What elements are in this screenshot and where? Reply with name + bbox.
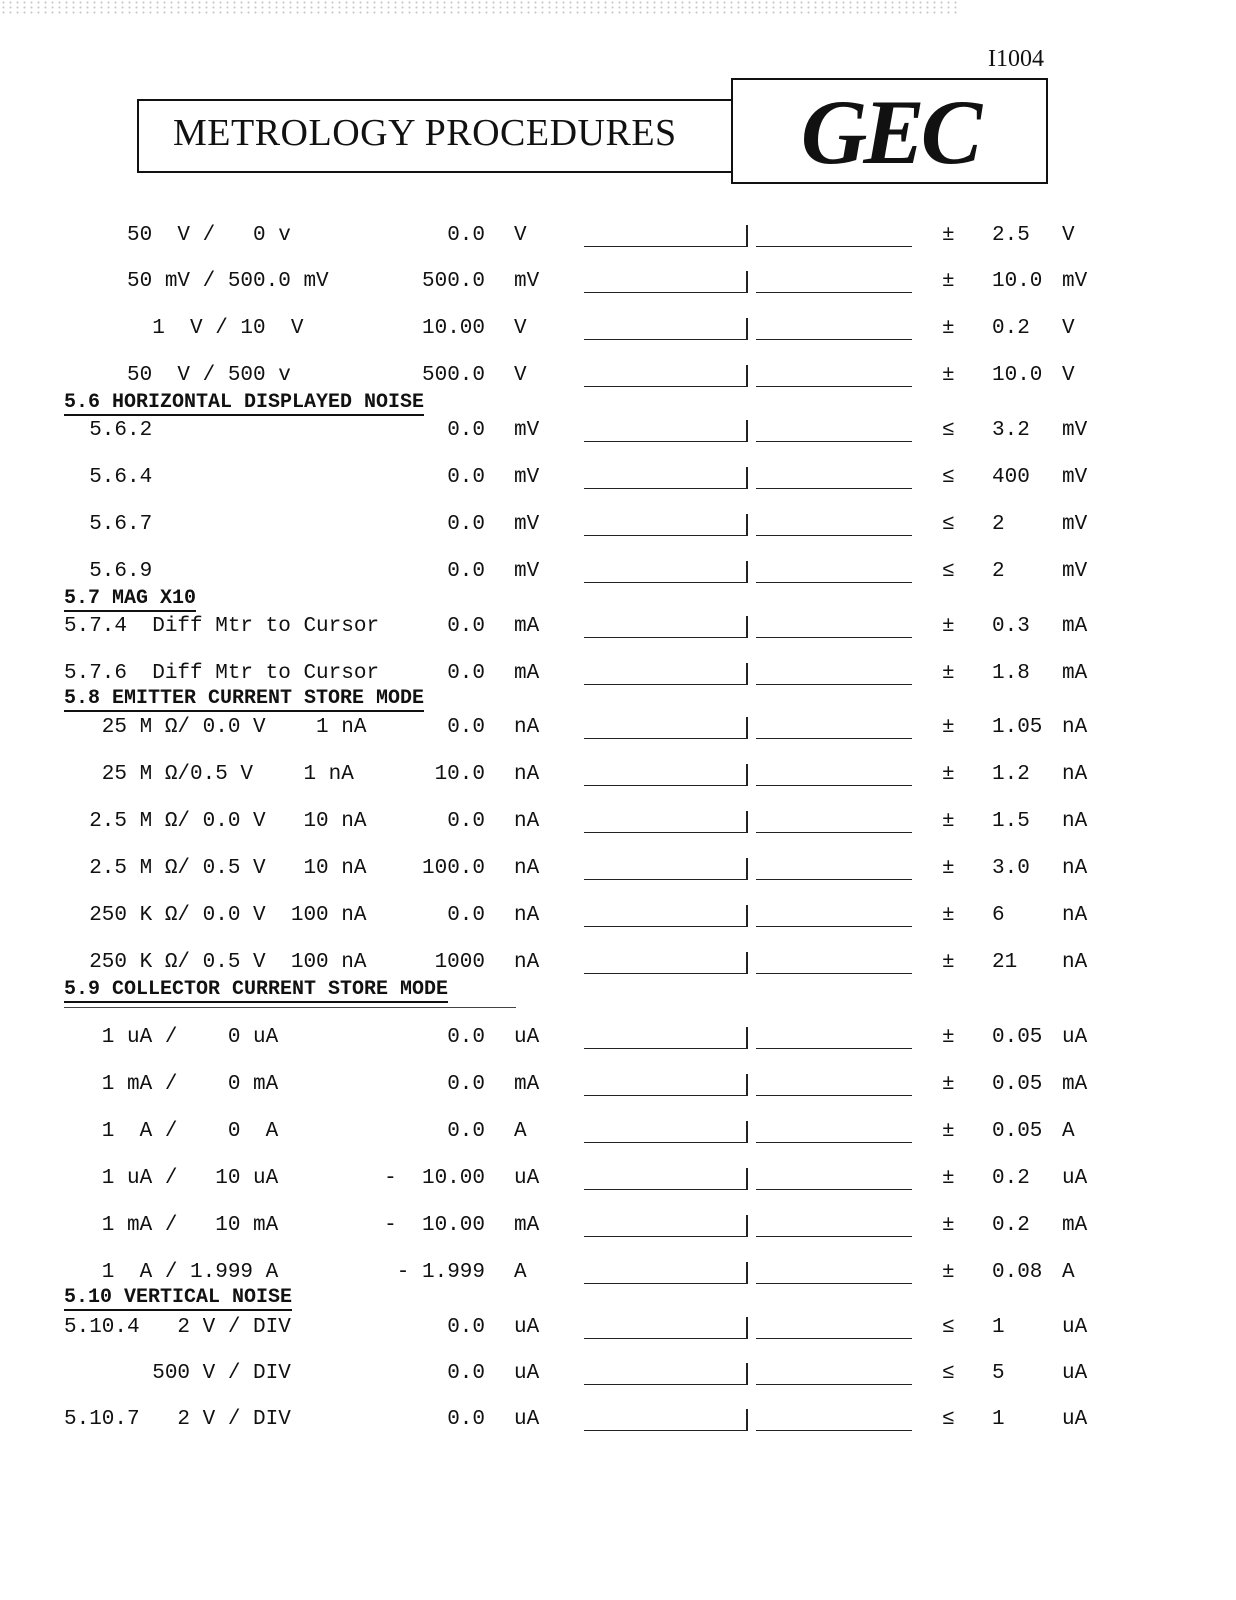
nominal-unit: mA <box>514 615 540 638</box>
table-row <box>0 716 1236 746</box>
tolerance-unit: nA <box>1062 716 1088 739</box>
row-label: 5.10.7 2 V / DIV <box>64 1408 291 1431</box>
tolerance-symbol: ± <box>942 763 955 786</box>
tolerance-value: 1.5 <box>992 810 1030 833</box>
reading-blank-before <box>584 1430 746 1431</box>
tolerance-value: 21 <box>992 951 1018 974</box>
tolerance-value: 3.0 <box>992 857 1030 880</box>
reading-blank-after <box>756 582 912 583</box>
reading-blank-before <box>584 785 746 786</box>
tolerance-symbol: ± <box>942 615 955 638</box>
tolerance-unit: mA <box>1062 662 1088 685</box>
tolerance-value: 1 <box>992 1408 1005 1431</box>
section-heading: 5.10 VERTICAL NOISE <box>64 1286 293 1309</box>
table-row <box>0 857 1236 887</box>
table-row <box>0 419 1236 449</box>
blank-separator <box>746 717 748 739</box>
row-label: 5.6.7 <box>64 513 153 536</box>
tolerance-unit: V <box>1062 364 1075 387</box>
table-row <box>0 904 1236 934</box>
tolerance-unit: mV <box>1062 419 1088 442</box>
tolerance-symbol: ± <box>942 662 955 685</box>
reading-blank-after <box>756 1095 912 1096</box>
tolerance-symbol: ± <box>942 270 955 293</box>
blank-separator <box>746 365 748 387</box>
reading-blank-after <box>756 535 912 536</box>
nominal-value: 500.0 <box>421 270 485 293</box>
table-row <box>0 1214 1236 1244</box>
row-label: 5.6.4 <box>64 466 153 489</box>
section-underline <box>64 1007 516 1008</box>
tolerance-symbol: ± <box>942 951 955 974</box>
tolerance-value: 1.05 <box>992 716 1043 739</box>
table-row <box>0 662 1236 692</box>
reading-blank-before <box>584 292 746 293</box>
tolerance-value: 1 <box>992 1316 1005 1339</box>
reading-blank-after <box>756 441 912 442</box>
nominal-unit: mV <box>514 466 540 489</box>
nominal-unit: uA <box>514 1408 540 1431</box>
nominal-unit: nA <box>514 857 540 880</box>
reading-blank-before <box>584 582 746 583</box>
row-label: 250 K Ω/ 0.0 V 100 nA <box>64 904 367 927</box>
tolerance-symbol: ≤ <box>942 419 955 442</box>
tolerance-symbol: ± <box>942 1073 955 1096</box>
row-label: 1 mA / 0 mA <box>64 1073 279 1096</box>
reading-blank-after <box>756 1142 912 1143</box>
nominal-value: 0.0 <box>447 419 485 442</box>
nominal-value: 0.0 <box>447 1120 485 1143</box>
tolerance-unit: mV <box>1062 466 1088 489</box>
tolerance-unit: nA <box>1062 857 1088 880</box>
nominal-unit: uA <box>514 1316 540 1339</box>
table-row <box>0 810 1236 840</box>
reading-blank-before <box>584 684 746 685</box>
reading-blank-after <box>756 637 912 638</box>
nominal-unit: uA <box>514 1026 540 1049</box>
table-row <box>0 1073 1236 1103</box>
row-label: 5.7.6 Diff Mtr to Cursor <box>64 662 380 685</box>
reading-blank-after <box>756 973 912 974</box>
page-title: METROLOGY PROCEDURES <box>173 112 677 154</box>
reading-blank-before <box>584 1338 746 1339</box>
gec-logo <box>731 78 1048 184</box>
tolerance-value: 0.2 <box>992 317 1030 340</box>
nominal-value: 1000 <box>434 951 485 974</box>
tolerance-symbol: ≤ <box>942 466 955 489</box>
tolerance-symbol: ≤ <box>942 1408 955 1431</box>
nominal-value: 0.0 <box>447 615 485 638</box>
reading-blank-after <box>756 1189 912 1190</box>
tolerance-symbol: ± <box>942 716 955 739</box>
reading-blank-before <box>584 1384 746 1385</box>
tolerance-symbol: ± <box>942 317 955 340</box>
table-row <box>0 560 1236 590</box>
nominal-unit: mV <box>514 513 540 536</box>
reading-blank-after <box>756 832 912 833</box>
tolerance-value: 0.2 <box>992 1167 1030 1190</box>
nominal-unit: V <box>514 364 527 387</box>
tolerance-unit: nA <box>1062 763 1088 786</box>
table-row <box>0 1167 1236 1197</box>
reading-blank-before <box>584 1236 746 1237</box>
nominal-value: 0.0 <box>447 662 485 685</box>
reading-blank-after <box>756 1283 912 1284</box>
blank-separator <box>746 905 748 927</box>
nominal-unit: V <box>514 224 527 247</box>
table-row <box>0 951 1236 981</box>
nominal-value: 0.0 <box>447 1362 485 1385</box>
nominal-unit: mV <box>514 270 540 293</box>
reading-blank-before <box>584 879 746 880</box>
nominal-unit: A <box>514 1120 527 1143</box>
row-label: 2.5 M Ω/ 0.5 V 10 nA <box>64 857 367 880</box>
tolerance-unit: uA <box>1062 1316 1088 1339</box>
tolerance-symbol: ± <box>942 857 955 880</box>
row-label: 1 mA / 10 mA <box>64 1214 279 1237</box>
blank-separator <box>746 1215 748 1237</box>
tolerance-unit: uA <box>1062 1362 1088 1385</box>
nominal-unit: A <box>514 1261 527 1284</box>
tolerance-symbol: ≤ <box>942 513 955 536</box>
section-heading: 5.8 EMITTER CURRENT STORE MODE <box>64 687 425 710</box>
reading-blank-before <box>584 832 746 833</box>
nominal-value: 0.0 <box>447 560 485 583</box>
nominal-value: 0.0 <box>447 1316 485 1339</box>
tolerance-unit: nA <box>1062 810 1088 833</box>
table-row <box>0 513 1236 543</box>
nominal-unit: uA <box>514 1167 540 1190</box>
tolerance-symbol: ± <box>942 904 955 927</box>
blank-separator <box>746 1262 748 1284</box>
nominal-unit: mV <box>514 560 540 583</box>
blank-separator <box>746 1027 748 1049</box>
nominal-value: 0.0 <box>447 224 485 247</box>
blank-separator <box>746 663 748 685</box>
blank-separator <box>746 318 748 340</box>
tolerance-value: 0.05 <box>992 1073 1043 1096</box>
nominal-unit: mA <box>514 662 540 685</box>
scan-noise <box>0 0 960 14</box>
nominal-value: - 10.00 <box>384 1214 485 1237</box>
tolerance-symbol: ± <box>942 224 955 247</box>
blank-separator <box>746 271 748 293</box>
tolerance-symbol: ± <box>942 1167 955 1190</box>
row-label: 5.6.2 <box>64 419 153 442</box>
tolerance-value: 0.2 <box>992 1214 1030 1237</box>
tolerance-value: 0.05 <box>992 1120 1043 1143</box>
reading-blank-after <box>756 1048 912 1049</box>
row-label: 250 K Ω/ 0.5 V 100 nA <box>64 951 367 974</box>
nominal-value: 0.0 <box>447 513 485 536</box>
reading-blank-before <box>584 441 746 442</box>
tolerance-value: 0.3 <box>992 615 1030 638</box>
tolerance-value: 400 <box>992 466 1030 489</box>
nominal-value: 10.00 <box>421 317 485 340</box>
tolerance-unit: mV <box>1062 513 1088 536</box>
row-label: 1 A / 1.999 A <box>64 1261 279 1284</box>
tolerance-value: 5 <box>992 1362 1005 1385</box>
tolerance-value: 10.0 <box>992 270 1043 293</box>
row-label: 500 V / DIV <box>64 1362 291 1385</box>
reading-blank-before <box>584 339 746 340</box>
tolerance-unit: mA <box>1062 1214 1088 1237</box>
reading-blank-after <box>756 738 912 739</box>
blank-separator <box>746 1074 748 1096</box>
row-label: 25 M Ω/ 0.0 V 1 nA <box>64 716 367 739</box>
tolerance-unit: A <box>1062 1261 1075 1284</box>
row-label: 25 M Ω/0.5 V 1 nA <box>64 763 354 786</box>
blank-separator <box>746 616 748 638</box>
nominal-value: 0.0 <box>447 716 485 739</box>
row-label: 1 uA / 10 uA <box>64 1167 279 1190</box>
row-label: 50 V / 0 v <box>64 224 291 247</box>
tolerance-unit: uA <box>1062 1408 1088 1431</box>
blank-separator <box>746 1409 748 1431</box>
blank-separator <box>746 420 748 442</box>
nominal-value: 0.0 <box>447 1073 485 1096</box>
table-row <box>0 615 1236 645</box>
tolerance-value: 2 <box>992 513 1005 536</box>
tolerance-value: 6 <box>992 904 1005 927</box>
table-row <box>0 1026 1236 1056</box>
tolerance-unit: nA <box>1062 904 1088 927</box>
nominal-value: 10.0 <box>434 763 485 786</box>
tolerance-symbol: ≤ <box>942 1316 955 1339</box>
tolerance-symbol: ± <box>942 1120 955 1143</box>
tolerance-value: 10.0 <box>992 364 1043 387</box>
reading-blank-before <box>584 738 746 739</box>
tolerance-unit: mA <box>1062 1073 1088 1096</box>
nominal-value: 500.0 <box>421 364 485 387</box>
tolerance-unit: mV <box>1062 270 1088 293</box>
reading-blank-after <box>756 1338 912 1339</box>
tolerance-symbol: ± <box>942 1261 955 1284</box>
tolerance-value: 3.2 <box>992 419 1030 442</box>
table-row <box>0 1261 1236 1291</box>
tolerance-unit: V <box>1062 224 1075 247</box>
row-label: 50 mV / 500.0 mV <box>64 270 329 293</box>
reading-blank-before <box>584 1189 746 1190</box>
blank-separator <box>746 225 748 247</box>
nominal-unit: mA <box>514 1073 540 1096</box>
reading-blank-after <box>756 339 912 340</box>
section-heading: 5.9 COLLECTOR CURRENT STORE MODE <box>64 978 449 1001</box>
reading-blank-after <box>756 246 912 247</box>
blank-separator <box>746 561 748 583</box>
blank-separator <box>746 858 748 880</box>
nominal-unit: nA <box>514 763 540 786</box>
tolerance-symbol: ± <box>942 1026 955 1049</box>
table-row <box>0 1408 1236 1438</box>
reading-blank-before <box>584 637 746 638</box>
nominal-unit: uA <box>514 1362 540 1385</box>
reading-blank-after <box>756 785 912 786</box>
row-label: 5.10.4 2 V / DIV <box>64 1316 291 1339</box>
tolerance-unit: nA <box>1062 951 1088 974</box>
reading-blank-before <box>584 1048 746 1049</box>
tolerance-symbol: ± <box>942 1214 955 1237</box>
nominal-value: 0.0 <box>447 904 485 927</box>
table-row <box>0 1316 1236 1346</box>
nominal-value: - 10.00 <box>384 1167 485 1190</box>
reading-blank-before <box>584 1283 746 1284</box>
blank-separator <box>746 1317 748 1339</box>
table-row <box>0 364 1236 394</box>
table-row <box>0 1120 1236 1150</box>
tolerance-value: 2 <box>992 560 1005 583</box>
row-label: 5.7.4 Diff Mtr to Cursor <box>64 615 380 638</box>
tolerance-value: 1.2 <box>992 763 1030 786</box>
reading-blank-before <box>584 488 746 489</box>
tolerance-unit: uA <box>1062 1167 1088 1190</box>
table-row <box>0 466 1236 496</box>
row-label: 1 A / 0 A <box>64 1120 279 1143</box>
tolerance-symbol: ≤ <box>942 560 955 583</box>
reading-blank-after <box>756 1236 912 1237</box>
reading-blank-before <box>584 1095 746 1096</box>
blank-separator <box>746 811 748 833</box>
reading-blank-before <box>584 926 746 927</box>
nominal-value: 0.0 <box>447 810 485 833</box>
nominal-unit: nA <box>514 904 540 927</box>
tolerance-unit: V <box>1062 317 1075 340</box>
tolerance-unit: mA <box>1062 615 1088 638</box>
blank-separator <box>746 514 748 536</box>
nominal-value: - 1.999 <box>396 1261 485 1284</box>
reading-blank-before <box>584 1142 746 1143</box>
tolerance-value: 0.05 <box>992 1026 1043 1049</box>
row-label: 1 V / 10 V <box>64 317 304 340</box>
tolerance-value: 1.8 <box>992 662 1030 685</box>
reading-blank-before <box>584 535 746 536</box>
nominal-unit: nA <box>514 951 540 974</box>
blank-separator <box>746 764 748 786</box>
blank-separator <box>746 1168 748 1190</box>
row-label: 1 uA / 0 uA <box>64 1026 279 1049</box>
tolerance-value: 2.5 <box>992 224 1030 247</box>
nominal-value: 100.0 <box>421 857 485 880</box>
row-label: 5.6.9 <box>64 560 153 583</box>
nominal-unit: nA <box>514 716 540 739</box>
section-heading: 5.6 HORIZONTAL DISPLAYED NOISE <box>64 391 425 414</box>
section-heading: 5.7 MAG X10 <box>64 587 197 610</box>
tolerance-unit: A <box>1062 1120 1075 1143</box>
reading-blank-after <box>756 488 912 489</box>
table-row <box>0 224 1236 254</box>
nominal-value: 0.0 <box>447 1408 485 1431</box>
nominal-value: 0.0 <box>447 1026 485 1049</box>
table-row <box>0 317 1236 347</box>
document-id: I1004 <box>988 46 1044 72</box>
nominal-unit: V <box>514 317 527 340</box>
logo-text: GEC <box>800 81 979 183</box>
blank-separator <box>746 952 748 974</box>
tolerance-unit: uA <box>1062 1026 1088 1049</box>
reading-blank-before <box>584 973 746 974</box>
tolerance-value: 0.08 <box>992 1261 1043 1284</box>
tolerance-symbol: ± <box>942 810 955 833</box>
title-box <box>137 99 733 173</box>
nominal-value: 0.0 <box>447 466 485 489</box>
row-label: 50 V / 500 v <box>64 364 291 387</box>
reading-blank-after <box>756 684 912 685</box>
row-label: 2.5 M Ω/ 0.0 V 10 nA <box>64 810 367 833</box>
reading-blank-after <box>756 926 912 927</box>
blank-separator <box>746 1363 748 1385</box>
reading-blank-after <box>756 879 912 880</box>
table-row <box>0 1362 1236 1392</box>
reading-blank-after <box>756 1384 912 1385</box>
nominal-unit: nA <box>514 810 540 833</box>
blank-separator <box>746 467 748 489</box>
tolerance-symbol: ± <box>942 364 955 387</box>
table-row <box>0 763 1236 793</box>
reading-blank-after <box>756 292 912 293</box>
table-row <box>0 270 1236 300</box>
blank-separator <box>746 1121 748 1143</box>
nominal-unit: mV <box>514 419 540 442</box>
reading-blank-before <box>584 386 746 387</box>
reading-blank-before <box>584 246 746 247</box>
tolerance-symbol: ≤ <box>942 1362 955 1385</box>
reading-blank-after <box>756 1430 912 1431</box>
reading-blank-after <box>756 386 912 387</box>
tolerance-unit: mV <box>1062 560 1088 583</box>
nominal-unit: mA <box>514 1214 540 1237</box>
